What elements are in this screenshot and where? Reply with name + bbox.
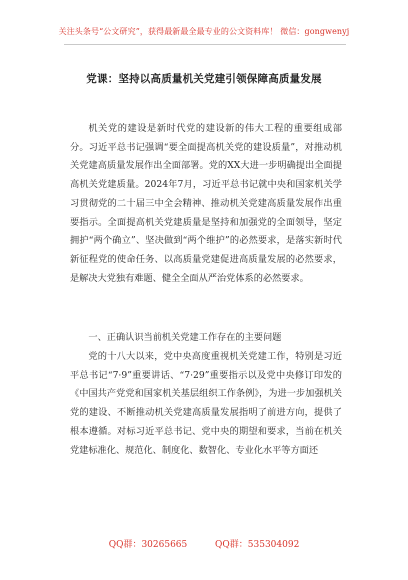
section-paragraph: 党的十八大以来，党中央高度重视机关党建工作，特别是习近平总书记“7·9”重要讲话、“7·29”重要指示以及党中央修订印发的《中国共产党党和国家机关基层组织工作条例》，为进一步加强机关党的建设、不断推动机关党建高质量发展指明了前进方向，提供了根本遵循。对标习近平总书记、党中央的期望和要求，当前在机关党建标准化、规范化、制度化、数智化、专业化水平等方面还 — [70, 351, 342, 456]
footer-contacts — [0, 537, 408, 550]
footer-qq-group-2: QQ群：535304092 — [215, 540, 300, 550]
intro-section — [70, 120, 342, 288]
section-heading: 一、正确认识当前机关党建工作存在的主要问题 — [88, 332, 282, 343]
section-body — [70, 348, 342, 460]
header-divider — [64, 44, 346, 45]
footer-qq-group-1: QQ群：30265665 — [108, 540, 188, 550]
intro-paragraph: 机关党的建设是新时代党的建设新的伟大工程的重要组成部分。习近平总书记强调“要全面提高机关党的建设质量”，对推动机关党建高质量发展作出全面部署。党的XX大进一步明确提出全面提高机关党建质量。2024年7月，习近平总书记就中央和国家机关学习贯彻党的二十届三中全会精神、推动机关党建高质量发展作出重要指示。全面提高机关党建质量是坚持和加强党的全面领导，坚定拥护“两个确立”、坚决做到“两个维护”的必然要求，是落实新时代新征程党的使命任务、以高质量党建促进高质量发展的必然要求，是解决大党独有难题、健全全面从严治党体系的必然要求。 — [70, 123, 342, 284]
header-promo-note: 关注头条号“公文研究”，获得最新最全最专业的公文资料库！ 微信：gongwenyj — [58, 27, 350, 36]
document-title: 党课：坚持以高质量机关党建引领保障高质量发展 — [86, 73, 322, 85]
section-heading-block — [70, 329, 342, 348]
